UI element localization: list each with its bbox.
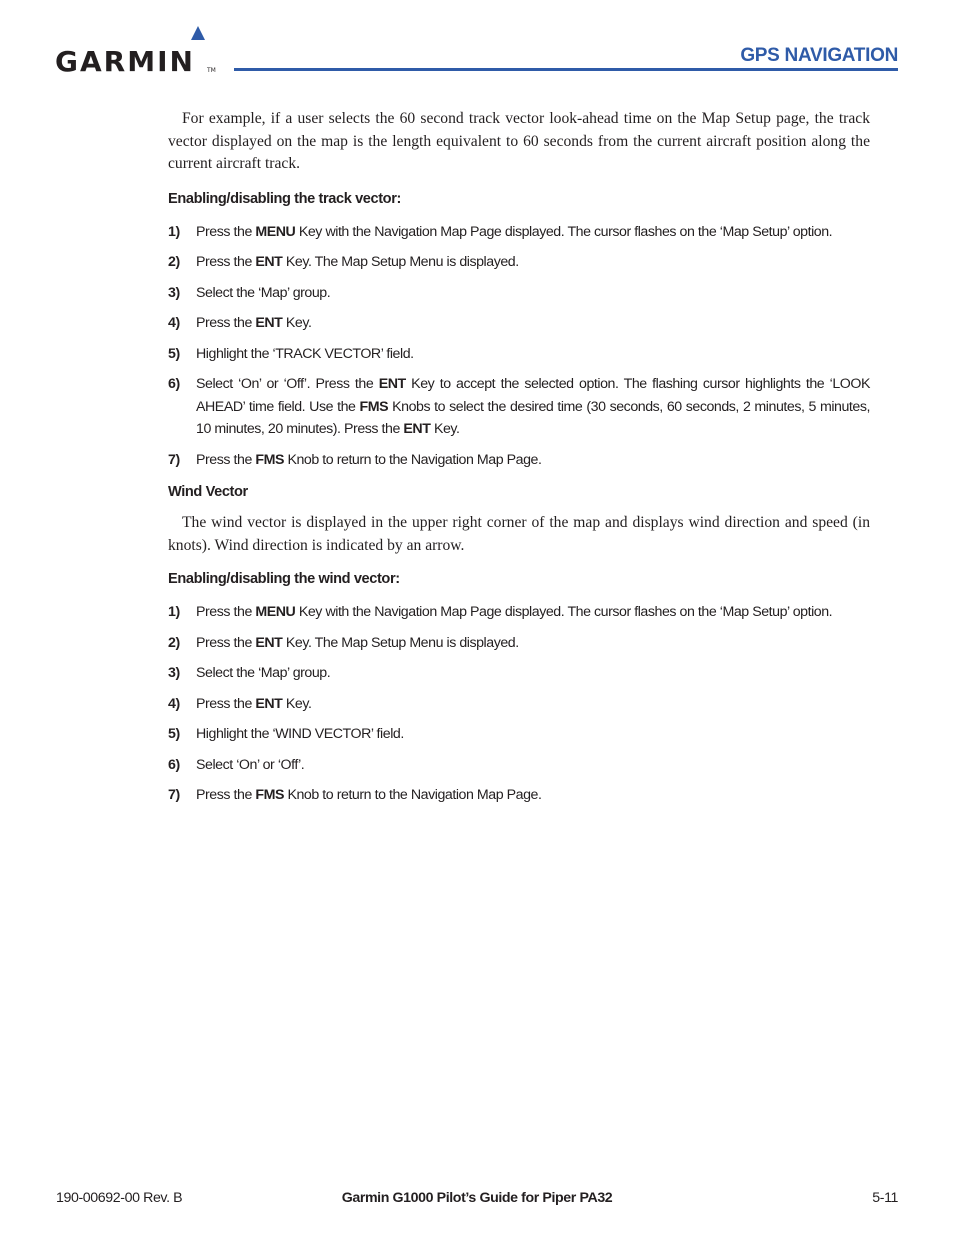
list-item: 5) Highlight the ‘TRACK VECTOR’ field. <box>168 345 414 362</box>
intro-paragraph: For example, if a user selects the 60 second track vector look-ahead time on the Map Setup page, the track vector displayed on the map is the length equivalent to 60 seconds from the current aircraft position along the current aircraft track. <box>168 110 870 172</box>
list-item: 4) Press the ENT Key. <box>168 695 312 712</box>
footer-page-number: 5-11 <box>872 1190 898 1206</box>
list-item: 2) Press the ENT Key. The Map Setup Menu is displayed. <box>168 254 519 270</box>
footer-title: Garmin G1000 Pilot’s Guide for Piper PA32 <box>341 1190 613 1206</box>
wind-vector-heading: Enabling/disabling the wind vector: <box>168 571 400 587</box>
list-item: 1) Press the MENU Key with the Navigation Map Page displayed. The cursor flashes on the ‘Map Setup’ option. <box>168 223 833 240</box>
header-rule <box>234 68 898 71</box>
logo-wordmark: GARMIN <box>55 45 195 78</box>
list-item: 2) Press the ENT Key. The Map Setup Menu is displayed. <box>168 634 519 651</box>
garmin-logo <box>55 26 220 76</box>
garmin-triangle-icon <box>191 26 205 40</box>
section-title: GPS NAVIGATION <box>740 45 898 66</box>
wind-vector-title: Wind Vector <box>168 484 248 500</box>
list-item: 3) Select the ‘Map’ group. <box>168 665 331 681</box>
track-vector-steps <box>168 221 870 472</box>
wind-vector-steps <box>168 601 870 807</box>
list-item: 7) Press the FMS Knob to return to the Navigation Map Page. <box>168 451 542 468</box>
page-content <box>168 108 870 807</box>
list-item: 4) Press the ENT Key. <box>168 315 312 331</box>
list-item: 3) Select the ‘Map’ group. <box>168 284 331 301</box>
logo-trademark: TM <box>207 67 216 74</box>
list-item: 7) Press the FMS Knob to return to the Navigation Map Page. <box>168 787 542 803</box>
list-item: 1) Press the MENU Key with the Navigation Map Page displayed. The cursor flashes on the ‘Map Setup’ option. <box>168 604 833 620</box>
list-item: 6) Select ‘On’ or ‘Off’. <box>168 756 305 773</box>
track-vector-heading: Enabling/disabling the track vector: <box>168 190 401 207</box>
footer-doc-number: 190-00692-00 Rev. B <box>56 1190 183 1206</box>
list-item: 5) Highlight the ‘WIND VECTOR’ field. <box>168 726 404 742</box>
list-item: 6) Select ‘On’ or ‘Off’. Press the ENT Key to accept the selected option. The flashing cursor highlights the ‘LOOK AHEAD’ time field. Use the FMS Knobs to select the desired time (30 seconds, 60 seconds, 2 minutes, 5 minutes, 10 minutes, 20 minutes). Press the ENT Key. <box>168 376 870 437</box>
wind-vector-paragraph: The wind vector is displayed in the upper right corner of the map and displays wind direction and speed (in knots). Wind direction is indicated by an arrow. <box>168 514 870 554</box>
